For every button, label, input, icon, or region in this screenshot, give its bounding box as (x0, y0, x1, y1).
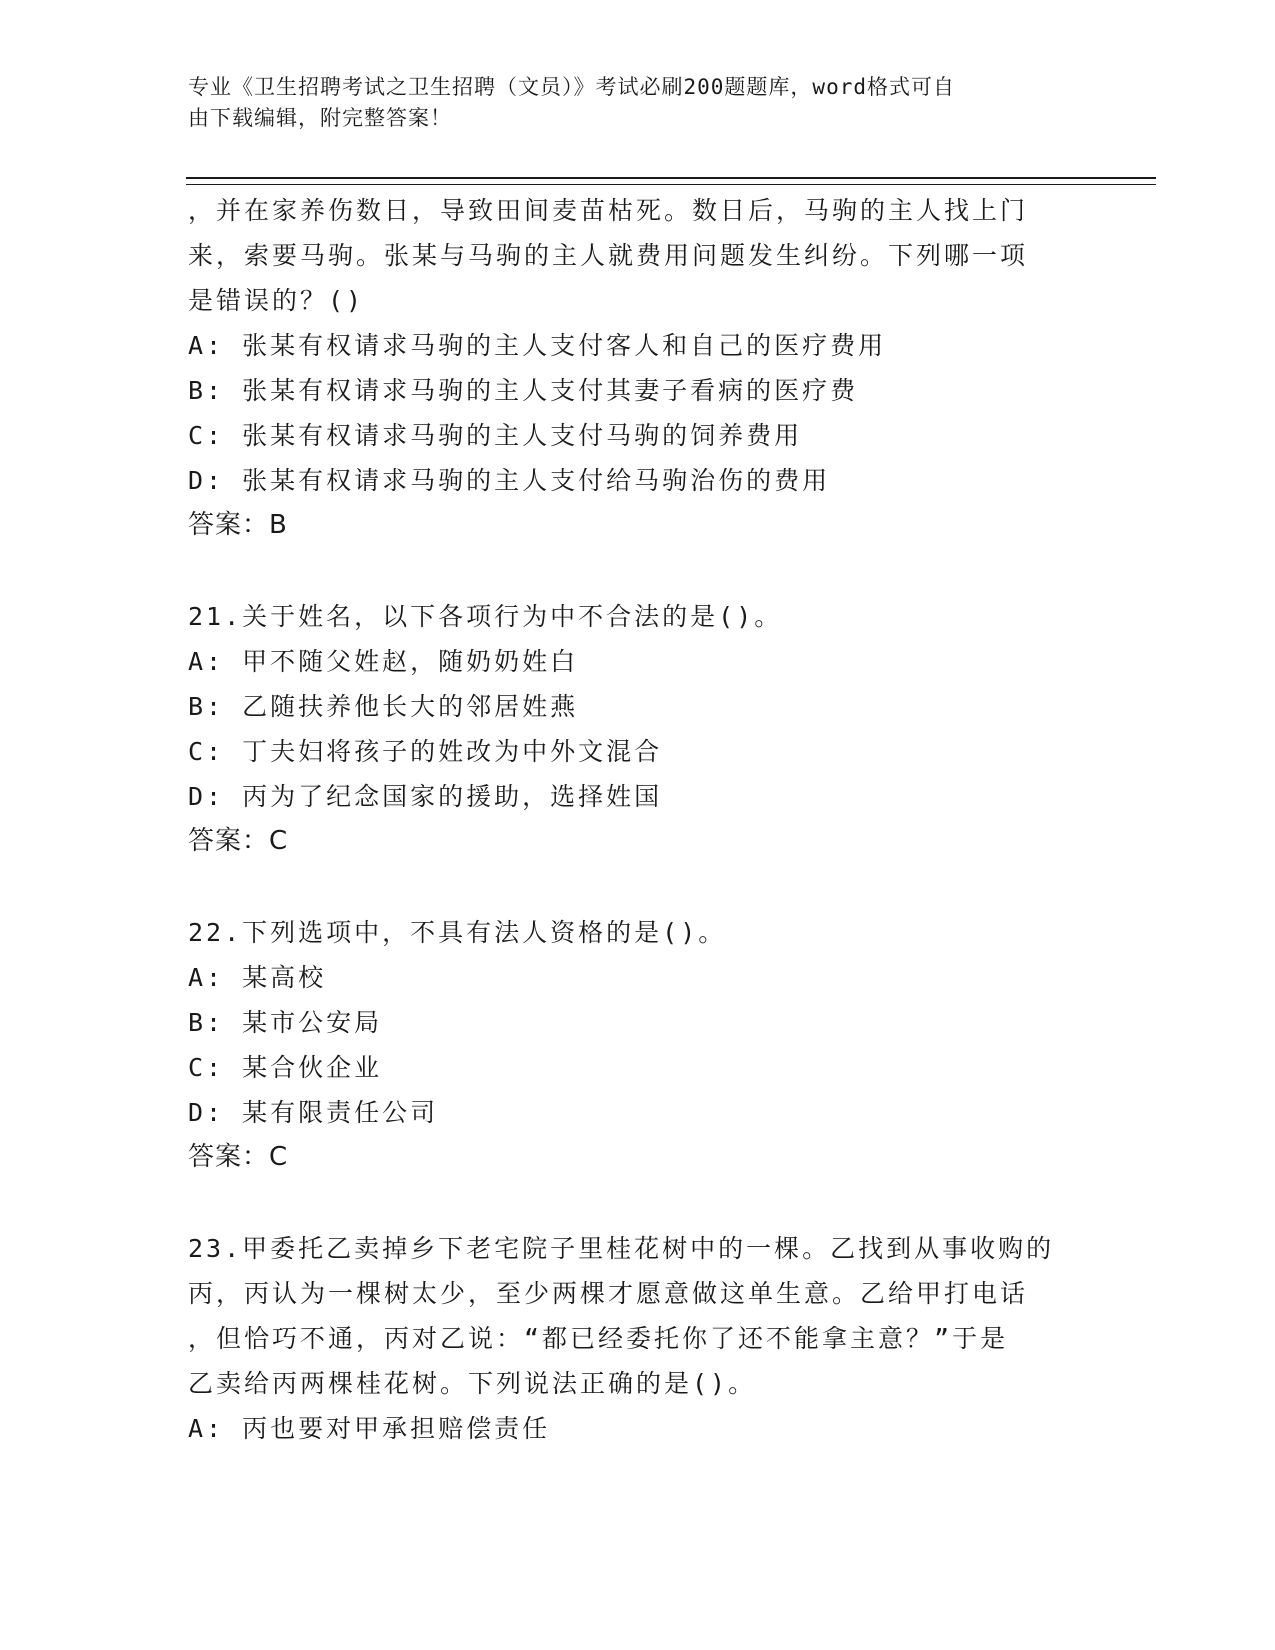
question-stem-line: ，但恰巧不通，丙对乙说：“都已经委托你了还不能拿主意？”于是 (188, 1324, 1009, 1353)
option-a: A: 某高校 (188, 963, 327, 992)
header-title-line-1: 专业《卫生招聘考试之卫生招聘（文员）》考试必刷200题题库，word格式可自 (188, 75, 955, 99)
question-stem-line: 丙，丙认为一棵树太少，至少两棵才愿意做这单生意。乙给甲打电话 (188, 1279, 1029, 1308)
option-c: C: 丁夫妇将孩子的姓改为中外文混合 (188, 737, 663, 766)
header-title-line-2: 由下载编辑，附完整答案！ (188, 106, 452, 130)
question-20 (188, 188, 1088, 548)
question-23 (188, 1226, 1088, 1451)
question-list (188, 188, 1088, 1451)
question-stem-line: 22.下列选项中，不具有法人资格的是()。 (188, 918, 727, 947)
option-d: D: 张某有权请求马驹的主人支付给马驹治伤的费用 (188, 466, 831, 495)
question-stem-line: 21.关于姓名，以下各项行为中不合法的是()。 (188, 602, 783, 631)
option-d: D: 某有限责任公司 (188, 1098, 439, 1127)
answer-label: 答案：C (188, 826, 289, 856)
question-stem-line: 是错误的？() (188, 286, 365, 315)
question-21 (188, 594, 1088, 864)
question-stem-line: ，并在家养伤数日，导致田间麦苗枯死。数日后，马驹的主人找上门 (188, 196, 1029, 225)
option-a: A: 甲不随父姓赵，随奶奶姓白 (188, 647, 579, 676)
option-a: A: 张某有权请求马驹的主人支付客人和自己的医疗费用 (188, 331, 887, 360)
option-a: A: 丙也要对甲承担赔偿责任 (188, 1414, 551, 1443)
header-divider (186, 177, 1156, 185)
spacer (188, 864, 1088, 910)
spacer (188, 1180, 1088, 1226)
option-b: B: 乙随扶养他长大的邻居姓燕 (188, 692, 579, 721)
option-b: B: 某市公安局 (188, 1008, 383, 1037)
question-22 (188, 910, 1088, 1180)
question-stem-line: 来，索要马驹。张某与马驹的主人就费用问题发生纠纷。下列哪一项 (188, 241, 1029, 270)
answer-label: 答案：C (188, 1142, 289, 1172)
option-c: C: 某合伙企业 (188, 1053, 383, 1082)
option-d: D: 丙为了纪念国家的援助，选择姓国 (188, 782, 663, 811)
option-c: C: 张某有权请求马驹的主人支付马驹的饲养费用 (188, 421, 803, 450)
spacer (188, 548, 1088, 594)
option-b: B: 张某有权请求马驹的主人支付其妻子看病的医疗费 (188, 376, 859, 405)
question-stem-line: 23.甲委托乙卖掉乡下老宅院子里桂花树中的一棵。乙找到从事收购的 (188, 1234, 1055, 1263)
document-header (188, 72, 1068, 134)
question-stem-line: 乙卖给丙两棵桂花树。下列说法正确的是()。 (188, 1369, 757, 1398)
answer-label: 答案：B (188, 510, 288, 540)
